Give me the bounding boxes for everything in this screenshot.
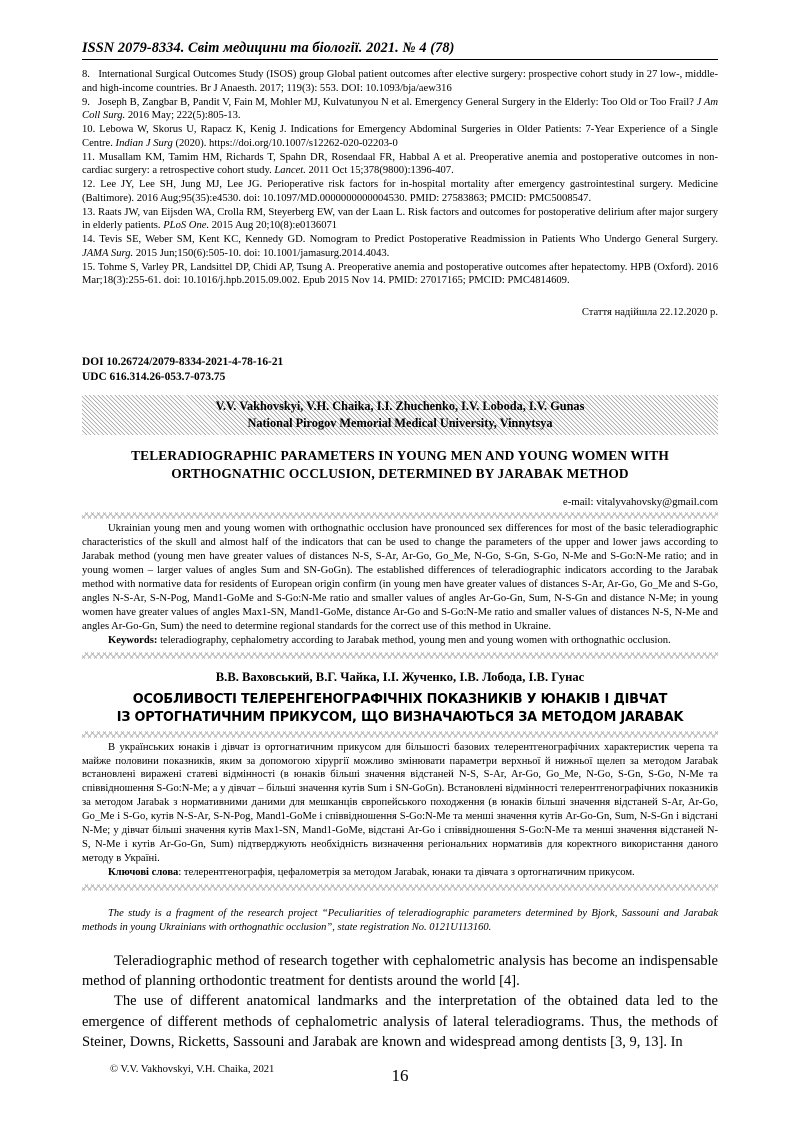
reference-item	[82, 233, 718, 261]
reference-item	[82, 96, 718, 124]
reference-text: Musallam KM, Tamim HM, Richards T, Spahn DR, Rosendaal FR, Habbal A et al. Preoperative anemia and postoperative outcomes in non-cardiac surgery: a retrospective cohort study.	[82, 151, 718, 177]
reference-item	[82, 123, 718, 151]
reference-text: Joseph B, Zangbar B, Pandit V, Fain M, Mohler MJ, Kulvatunyou N et al. Emergency General Surgery in the Elderly: Too Old or Too Frail?	[98, 96, 697, 108]
article-body	[82, 951, 718, 1052]
abstract-ua-body: В українських юнаків і дівчат із ортогнатичним прикусом для більшості базових телерентгенографічних характеристик черепа та майже половини показників, яким за допомогою хірургії можливо змінювати параметри верхньої й нижньої щелеп за методом Jarabak встановлені виражені статеві відмінності (в юнаків більші значення відстаней N-S, S-Ar, Ar-Go, Go_Me, N-Go, S-Gn, S-Go, N-Me та співвідношення S-Go:N-Me; а у дівчат – більші значення кутів Sum і SN-GoGn). Встановлені відмінності телерентгенографічних показників за методом Jarabak з нормативними даними для мешканців європейського походження (в юнаків більші значення відстаней S-Ar, Ar-Go, Go_Me і S-Go, кутів N-S-Ar, S-N-Pog, Mand1-GoMe і співвідношення S-Go:N-Me та менші значення кутів Ar-Go-Gn, Sum, N-S-Gn і відстані N-Me; у дівчат більші значення кутів Max1-SN, Mand1-GoMe, відстані Ar-Go і співвідношення S-Go:N-Me та менші значення відстаней N-S, N-Me і кутів Ar-Go-Gn, Sum) підтверджують необхідність визначення регіональних нормативів для коректного використання даного методу в Україні.	[82, 741, 718, 865]
reference-text-tail: 2015 Aug 20;10(8):e0136071	[209, 220, 338, 232]
keywords-en-text: teleradiography, cephalometry according to Jarabak method, young men and young women with orthognathic occlusion.	[157, 634, 671, 646]
zigzag-separator-middle	[82, 652, 718, 659]
reference-text-tail: 2015 Jun;150(6):505-10. doi: 10.1001/jamasurg.2014.4043.	[133, 247, 390, 259]
reference-number: 11.	[82, 151, 95, 163]
abstract-en	[82, 522, 718, 647]
reference-journal: JAMA Surg.	[82, 247, 134, 259]
article-title-en-line1: TELERADIOGRAPHIC PARAMETERS IN YOUNG MEN AND YOUNG WOMEN WITH	[131, 448, 669, 464]
reference-journal: Indian J Surg	[115, 137, 173, 149]
reference-number: 8.	[82, 69, 90, 80]
reference-item	[82, 206, 718, 234]
running-head: ISSN 2079-8334. Світ медицини та біології. 2021. № 4 (78)	[82, 40, 455, 56]
reference-text: Lee JY, Lee SH, Jung MJ, Lee JG. Perioperative risk factors for in-hospital mortality after emergency gastrointestinal surgery. Medicine (Baltimore). 2016 Aug;95(35):e4530. doi: 10.1097/MD.0000000000004530. PMID: 27583863; PMCID: PMC5008547.	[82, 179, 719, 204]
banner-affiliation: National Pirogov Memorial Medical University, Vinnytsya	[247, 415, 553, 430]
body-paragraph: The use of different anatomical landmarks and the interpretation of the obtained data led to the emergence of different methods of cephalometric analysis of lateral teleradiograms. Thus, the methods of Steiner, Downs, Ricketts, Sassouni and Jarabak are known and widespread among dentists [3, 9, 13]. In	[82, 993, 718, 1050]
reference-journal: Lancet.	[274, 165, 306, 177]
doi-line: DOI 10.26724/2079-8334-2021-4-78-16-21	[82, 356, 284, 369]
references-list	[82, 68, 718, 288]
running-head-container	[82, 40, 718, 60]
reference-item	[82, 261, 718, 289]
reference-number: 10.	[82, 124, 96, 136]
keywords-ua-label: Ключові слова	[108, 866, 179, 878]
body-paragraph: Teleradiographic method of research together with cephalometric analysis has become an indispensable method of planning orthodontic treatment for dentists around the world [4].	[82, 952, 718, 990]
reference-number: 15.	[82, 261, 96, 273]
zigzag-separator-top	[82, 512, 718, 519]
reference-item	[82, 178, 718, 206]
reference-number: 14.	[82, 234, 96, 246]
page-footer	[82, 1064, 718, 1104]
article-title-ua-line2: ІЗ ОРТОГНАТИЧНИМ ПРИКУСОМ, ЩО ВИЗНАЧАЮТЬСЯ ЗА МЕТОДОМ JARABAK	[116, 709, 684, 725]
article-title-en-line2: ORTHOGNATHIC OCCLUSION, DETERMINED BY JARABAK METHOD	[171, 465, 629, 481]
reference-text-tail: 2011 Oct 15;378(9800):1396-407.	[305, 165, 454, 177]
reference-text: International Surgical Outcomes Study (ISOS) group Global patient outcomes after elective surgery: prospective cohort study in 27 low-, middle- and high-income countries. Br J Anaesth. 2017; 119(3): 553. DOI: 10.1093/bja/aew316	[82, 69, 718, 94]
reference-journal: J Am Coll Surg.	[82, 96, 718, 122]
reference-item	[82, 68, 718, 96]
abstract-en-body: Ukrainian young men and young women with orthognathic occlusion have pronounced sex differences for most of the basic teleradiographic characteristics of the skull and almost half of the indicators that can be used to change the parameters of the upper and lower jaws according to Jarabak method (young men have greater values of distances N-S, S-Ar, Ar-Go, Go_Me, N-Go, S-Gn, S-Go, N-Me and S-Go:N-Me ratio; and in young women – larger values of angles Sum and SN-GoGn). The established differences of teleradiographic indicators according to the Jarabak method with normative data for residents of European origin confirm (in young men have greater values of distances S-Ar, Ar-Go, Go_Me and S-Go, angles N-S-Ar, S-N-Pog, Mand1-GoMe and S-Go:N-Me ratio and smaller values of angles Ar-Go-Gn, Sum, N-S-Gn and distance N-Me; in young women have greater values of angles Max1-SN, Mand1-GoMe, distance Ar-Go and S-Go:N-Me ratio and smaller values of distances N-S, N-Me and angles Ar-Go-Gn, Sum) the need to determine regional standards for the correct use of this method in Ukraine.	[82, 523, 718, 632]
doi-udc-block	[82, 355, 718, 385]
reference-number: 9.	[82, 96, 90, 108]
reference-text-tail: (2020). https://doi.org/10.1007/s12262-020-02203-0	[172, 137, 398, 149]
keywords-en	[82, 634, 718, 648]
reference-text-tail: 2016 May; 222(5):805-13.	[125, 110, 241, 122]
received-date: Стаття надійшла 22.12.2020 р.	[581, 307, 718, 319]
article-title-ua	[93, 691, 707, 727]
reference-journal: PLoS One.	[163, 220, 210, 232]
page-number: 16	[391, 1066, 409, 1085]
project-note: The study is a fragment of the research project “Peculiarities of teleradiographic parameters determined by Bjork, Sassouni and Jarabak methods in young Ukrainians with orthognathic occlusion”, state registration No. 0121U113160.	[82, 907, 718, 933]
reference-text: Raats JW, van Eijsden WA, Crolla RM, Steyerberg EW, van der Laan L. Risk factors and outcomes for postoperative delirium after major surgery in elderly patients.	[82, 206, 719, 232]
zigzag-separator-ua-top	[82, 731, 718, 738]
copyright-notice: © V.V. Vakhovskyi, V.H. Chaika, 2021	[110, 1064, 275, 1075]
keywords-en-label: Keywords:	[108, 634, 158, 646]
article-title-en	[82, 447, 718, 482]
author-banner	[82, 395, 718, 435]
reference-number: 13.	[82, 206, 96, 218]
reference-item	[82, 151, 718, 179]
reference-number: 12.	[82, 179, 96, 191]
page-content	[82, 40, 718, 1052]
reference-text: Tevis SE, Weber SM, Kent KC, Kennedy GD. Nomogram to Predict Postoperative Readmission in Patients Who Undergo General Surgery.	[99, 234, 718, 246]
abstract-ua	[82, 741, 718, 880]
authors-ua: В.В. Ваховський, В.Г. Чайка, І.І. Жученко, І.В. Лобода, І.В. Гунас	[215, 669, 585, 684]
article-title-ua-line1: ОСОБЛИВОСТІ ТЕЛЕРЕНГЕНОГРАФІЧНІХ ПОКАЗНИКІВ У ЮНАКІВ І ДІВЧАТ	[132, 691, 668, 707]
reference-text: Tohme S, Varley PR, Landsittel DP, Chidi AP, Tsung A. Preoperative anemia and postoperative outcomes after hepatectomy. HPB (Oxford). 2016 Mar;18(3):255-61. doi: 10.1016/j.hpb.2015.09.002. Epub 2015 Nov 14. PMID: 27017165; PMCID: PMC4814609.	[82, 261, 718, 287]
keywords-ua	[82, 866, 718, 880]
banner-authors: V.V. Vakhovskyi, V.H. Chaika, I.I. Zhuchenko, I.V. Loboda, I.V. Gunas	[215, 398, 585, 413]
reference-text: Lebowa W, Skorus U, Rapacz K, Kenig J. Indications for Emergency Abdominal Surgeries in Older Patients: 7-Year Experience of a Single Centre.	[82, 124, 718, 149]
contact-email[interactable]: e-mail: vitalyvahovsky@gmail.com	[562, 496, 718, 509]
keywords-ua-text: : телерентгенографія, цефалометрія за методом Jarabak, юнаки та дівчата з ортогнатичним прикусом.	[178, 866, 635, 878]
udc-line: UDC 616.314.26-053.7-073.75	[82, 371, 226, 384]
zigzag-separator-bottom	[82, 884, 718, 891]
